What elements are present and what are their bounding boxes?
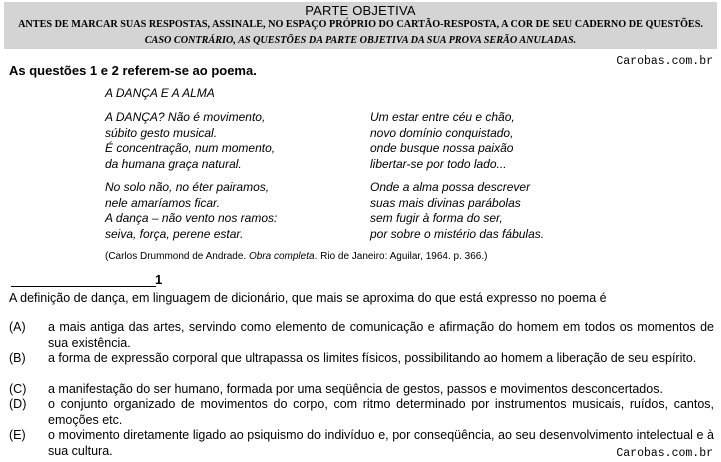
question-number: 1 xyxy=(155,272,163,287)
section-title: PARTE OBJETIVA xyxy=(305,3,416,18)
option-d[interactable] xyxy=(9,397,714,428)
poem-verse: A DANÇA? Não é movimento, xyxy=(105,110,266,124)
option-text: o conjunto organizado de movimentos do corpo, com ritmo determinado por instrumentos musicais, ruídos, cantos, emoções etc. xyxy=(48,397,714,427)
questions-intro: As questões 1 e 2 referem-se ao poema. xyxy=(9,63,257,78)
question-stem: A definição de dança, em linguagem de dicionário, que mais se aproxima do que está expresso no poema é xyxy=(9,291,607,305)
poem-title: A DANÇA E A ALMA xyxy=(105,86,215,100)
citation-publisher: . Rio de Janeiro: Aguilar, 1964. p. 366.) xyxy=(314,251,488,262)
poem-citation xyxy=(105,251,487,262)
poem-verse: suas mais divinas parábolas xyxy=(370,195,521,210)
poem-verse: da humana graça natural. xyxy=(105,156,242,171)
question-divider xyxy=(11,286,156,287)
poem-verse: novo domínio conquistado, xyxy=(370,125,514,140)
option-letter: (C) xyxy=(9,382,27,396)
option-letter: (A) xyxy=(9,320,26,334)
option-letter: (B) xyxy=(9,351,26,365)
option-text: a forma de expressão corporal que ultrapassa os limites físicos, possibilitando ao homem a liberação de seu espírito. xyxy=(48,351,697,365)
poem-verse: por sobre o mistério das fábulas. xyxy=(370,226,545,241)
poem-verse: onde busque nossa paixão xyxy=(370,141,514,155)
poem-verse: Onde a alma possa descrever xyxy=(370,180,531,194)
watermark-bottom: Carobas.com.br xyxy=(616,447,713,460)
poem-verse: É concentração, num momento, xyxy=(105,141,276,155)
poem-verse: súbito gesto musical. xyxy=(105,125,218,140)
option-e[interactable] xyxy=(9,428,714,459)
poem-stanza-4 xyxy=(370,180,544,242)
poem-stanza-3 xyxy=(370,110,515,172)
warning-line: CASO CONTRÁRIO, AS QUESTÕES DA PARTE OBJETIVA DA SUA PROVA SERÃO ANULADAS. xyxy=(144,35,577,46)
option-c[interactable] xyxy=(9,382,714,398)
poem-stanza-1 xyxy=(105,110,275,172)
poem-verse: A dança – não vento nos ramos: xyxy=(105,211,278,225)
poem-verse: sem fugir à forma do ser, xyxy=(370,211,503,225)
poem-verse: Um estar entre céu e chão, xyxy=(370,110,515,124)
option-letter: (D) xyxy=(9,397,27,411)
poem-stanza-2 xyxy=(105,180,277,242)
poem-verse: nele amaríamos ficar. xyxy=(105,195,220,210)
instruction-line: ANTES DE MARCAR SUAS RESPOSTAS, ASSINALE, NO ESPAÇO PRÓPRIO DO CARTÃO-RESPOSTA, A COR DE SEU CADERNO DE QUESTÕES. xyxy=(18,19,703,30)
option-text: o movimento diretamente ligado ao psiquismo do indivíduo e, por conseqüência, ao seu desenvolvimento intelectual e à sua cultura. xyxy=(48,428,714,458)
poem-verse: libertar-se por todo lado... xyxy=(370,156,507,171)
watermark-top: Carobas.com.br xyxy=(616,55,713,68)
option-letter: (E) xyxy=(9,428,26,442)
option-b[interactable] xyxy=(9,351,714,367)
exam-header xyxy=(4,2,717,49)
option-text: a manifestação do ser humano, formada por uma seqüência de gestos, passos e movimentos desconcertados. xyxy=(48,382,663,396)
option-a[interactable] xyxy=(9,320,714,351)
citation-work: Obra completa xyxy=(248,251,315,262)
poem-verse: No solo não, no éter pairamos, xyxy=(105,180,270,194)
poem-verse: seiva, força, perene estar. xyxy=(105,226,244,241)
citation-author: (Carlos Drummond de Andrade. xyxy=(105,251,249,262)
option-text: a mais antiga das artes, servindo como elemento de comunicação e afirmação do homem em todos os momentos de sua existência. xyxy=(48,320,714,350)
